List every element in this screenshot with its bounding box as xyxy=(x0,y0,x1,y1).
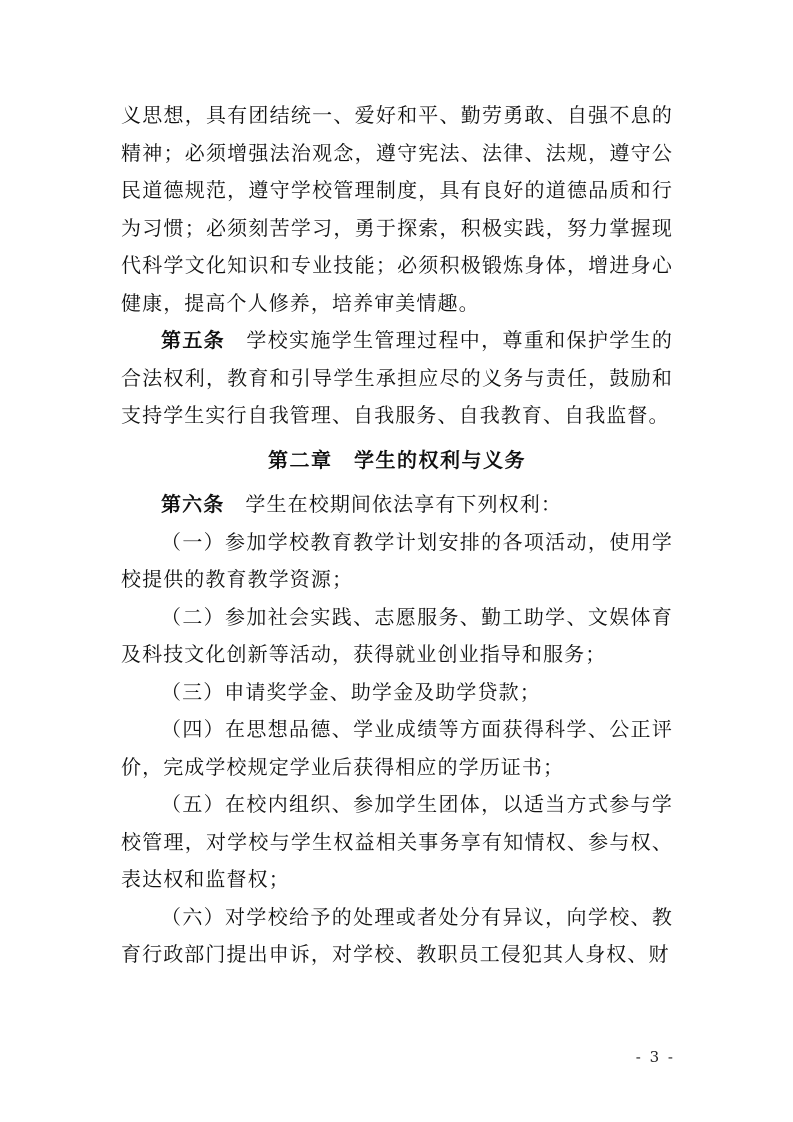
list-item-1: （一）参加学校教育教学计划安排的各项活动，使用学校提供的教育教学资源； xyxy=(121,529,673,591)
article-5-label: 第五条 xyxy=(161,328,226,352)
paragraph-intro-continuation: 义思想，具有团结统一、爱好和平、勤劳勇敢、自强不息的精神；必须增强法治观念，遵守宪法、法律、法规，遵守公民道德规范，遵守学校管理制度，具有良好的道德品质和行为习惯；必须刻苦学习，勇于探索，积极实践，努力掌握现代科学文化知识和专业技能；必须积极锻炼身体，增进身心健康，提高个人修养，培养审美情趣。 xyxy=(121,103,673,315)
article-5-text: 学校实施学生管理过程中，尊重和保护学生的合法权利，教育和引导学生承担应尽的义务与责任，鼓励和支持学生实行自我管理、自我服务、自我教育、自我监督。 xyxy=(121,328,673,427)
list-item-2: （二）参加社会实践、志愿服务、勤工助学、文娱体育及科技文化创新等活动，获得就业创业指导和服务； xyxy=(121,604,673,666)
document-body xyxy=(121,97,673,974)
list-item-3: （三）申请奖学金、助学金及助学贷款； xyxy=(161,679,541,704)
list-item-5: （五）在校内组织、参加学生团体，以适当方式参与学校管理，对学校与学生权益相关事务享有知情权、参与权、表达权和监督权； xyxy=(121,792,673,891)
article-6-label: 第六条 xyxy=(161,492,225,516)
article-6-text: 学生在校期间依法享有下列权利： xyxy=(245,492,562,516)
list-item-6: （六）对学校给予的处理或者处分有异议，向学校、教育行政部门提出申诉，对学校、教职员工侵犯其人身权、财 xyxy=(121,904,673,966)
page-number: - 3 - xyxy=(635,1048,675,1066)
chapter-2-heading: 第二章 学生的权利与义务 xyxy=(268,447,526,472)
list-item-4: （四）在思想品德、学业成绩等方面获得科学、公正评价，完成学校规定学业后获得相应的学历证书； xyxy=(121,717,673,779)
paragraph-article-6 xyxy=(121,486,673,524)
paragraph-article-5 xyxy=(121,322,673,435)
